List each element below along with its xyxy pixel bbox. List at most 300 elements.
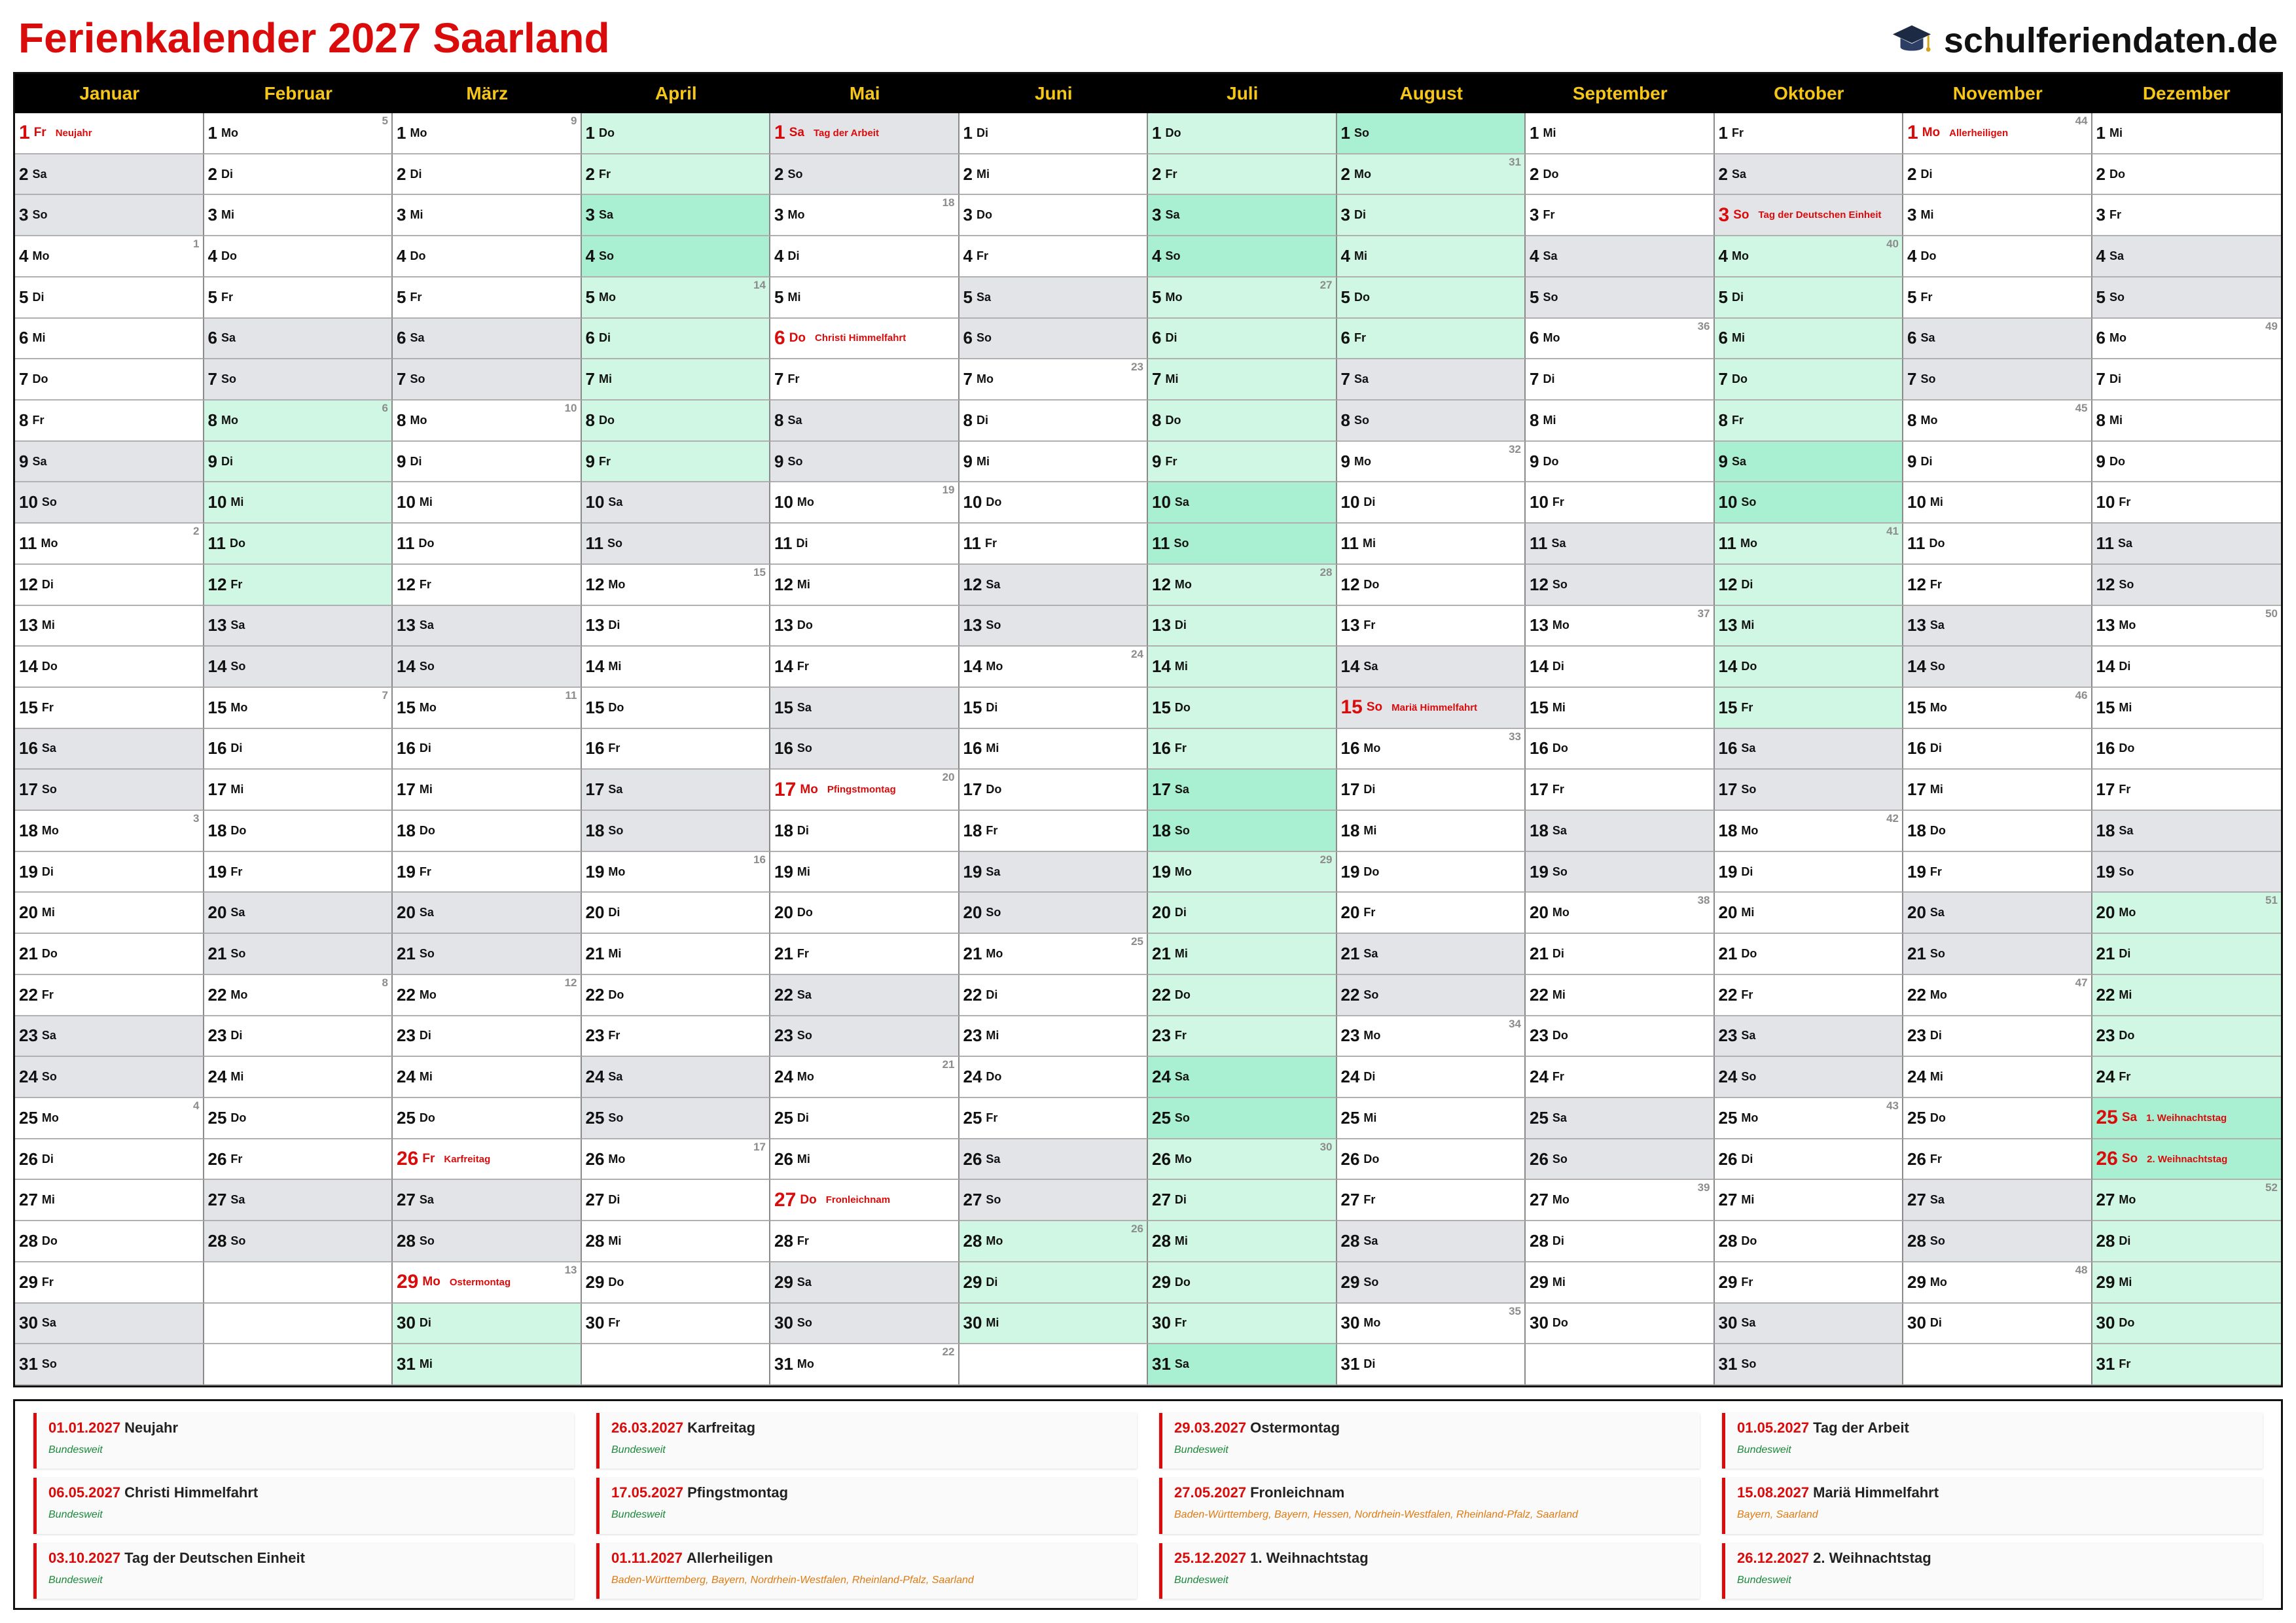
day-cell[interactable]	[1715, 729, 1904, 770]
day-cell[interactable]	[1903, 1221, 2092, 1262]
day-cell[interactable]	[1148, 811, 1337, 852]
day-cell[interactable]	[1148, 606, 1337, 647]
day-cell[interactable]	[1715, 442, 1904, 483]
day-cell[interactable]	[770, 606, 960, 647]
day-cell[interactable]	[15, 482, 204, 524]
day-cell[interactable]	[204, 1098, 393, 1139]
day-cell[interactable]	[582, 729, 771, 770]
day-cell[interactable]	[15, 113, 204, 154]
day-cell[interactable]	[1337, 277, 1526, 319]
day-cell[interactable]	[770, 729, 960, 770]
day-cell[interactable]	[204, 811, 393, 852]
day-cell[interactable]	[15, 154, 204, 196]
day-cell[interactable]	[770, 482, 960, 524]
day-cell[interactable]	[2092, 729, 2282, 770]
day-cell[interactable]	[1337, 975, 1526, 1016]
day-cell[interactable]	[770, 934, 960, 975]
day-cell[interactable]	[393, 1344, 582, 1385]
day-cell[interactable]	[204, 688, 393, 729]
day-cell[interactable]	[1903, 852, 2092, 893]
day-cell[interactable]	[770, 852, 960, 893]
day-cell[interactable]	[770, 1016, 960, 1058]
day-cell[interactable]	[770, 319, 960, 360]
day-cell[interactable]	[393, 359, 582, 401]
day-cell[interactable]	[582, 195, 771, 236]
day-cell[interactable]	[1526, 113, 1715, 154]
day-cell[interactable]	[204, 277, 393, 319]
day-cell[interactable]	[2092, 1057, 2282, 1098]
day-cell[interactable]	[1715, 401, 1904, 442]
day-cell[interactable]	[960, 359, 1149, 401]
day-cell[interactable]	[2092, 1098, 2282, 1139]
day-cell[interactable]	[1715, 113, 1904, 154]
day-cell[interactable]	[204, 319, 393, 360]
day-cell[interactable]	[2092, 1016, 2282, 1058]
day-cell[interactable]	[393, 852, 582, 893]
day-cell[interactable]	[1903, 811, 2092, 852]
day-cell[interactable]	[393, 401, 582, 442]
day-cell[interactable]	[2092, 442, 2282, 483]
day-cell[interactable]	[1903, 1180, 2092, 1221]
day-cell[interactable]	[1148, 1139, 1337, 1181]
day-cell[interactable]	[582, 934, 771, 975]
day-cell[interactable]	[1148, 277, 1337, 319]
day-cell[interactable]	[204, 647, 393, 688]
day-cell[interactable]	[582, 975, 771, 1016]
day-cell[interactable]	[393, 1098, 582, 1139]
day-cell[interactable]	[1526, 811, 1715, 852]
day-cell[interactable]	[1148, 113, 1337, 154]
day-cell[interactable]	[582, 1098, 771, 1139]
day-cell[interactable]	[1337, 934, 1526, 975]
day-cell[interactable]	[1715, 359, 1904, 401]
day-cell[interactable]	[960, 893, 1149, 934]
day-cell[interactable]	[204, 482, 393, 524]
day-cell[interactable]	[2092, 359, 2282, 401]
day-cell[interactable]	[770, 1262, 960, 1304]
day-cell[interactable]	[582, 277, 771, 319]
day-cell[interactable]	[1526, 319, 1715, 360]
day-cell[interactable]	[1148, 359, 1337, 401]
day-cell[interactable]	[960, 113, 1149, 154]
day-cell[interactable]	[582, 359, 771, 401]
day-cell[interactable]	[770, 442, 960, 483]
day-cell[interactable]	[2092, 154, 2282, 196]
day-cell[interactable]	[15, 1057, 204, 1098]
day-cell[interactable]	[1148, 319, 1337, 360]
day-cell[interactable]	[770, 154, 960, 196]
day-cell[interactable]	[1715, 524, 1904, 565]
day-cell[interactable]	[582, 236, 771, 277]
day-cell[interactable]	[1148, 565, 1337, 606]
day-cell[interactable]	[1715, 1262, 1904, 1304]
day-cell[interactable]	[204, 154, 393, 196]
day-cell[interactable]	[582, 1221, 771, 1262]
day-cell[interactable]	[1903, 606, 2092, 647]
day-cell[interactable]	[582, 319, 771, 360]
day-cell[interactable]	[960, 647, 1149, 688]
day-cell[interactable]	[960, 319, 1149, 360]
day-cell[interactable]	[1337, 1262, 1526, 1304]
day-cell[interactable]	[1526, 770, 1715, 811]
day-cell[interactable]	[582, 482, 771, 524]
day-cell[interactable]	[1148, 852, 1337, 893]
day-cell[interactable]	[15, 319, 204, 360]
day-cell[interactable]	[1526, 1016, 1715, 1058]
day-cell[interactable]	[204, 113, 393, 154]
day-cell[interactable]	[1526, 1221, 1715, 1262]
day-cell[interactable]	[1148, 1098, 1337, 1139]
day-cell[interactable]	[770, 647, 960, 688]
day-cell[interactable]	[1337, 195, 1526, 236]
day-cell[interactable]	[1903, 482, 2092, 524]
day-cell[interactable]	[770, 195, 960, 236]
day-cell[interactable]	[1337, 1057, 1526, 1098]
day-cell[interactable]	[1903, 688, 2092, 729]
day-cell[interactable]	[2092, 647, 2282, 688]
day-cell[interactable]	[393, 1139, 582, 1181]
day-cell[interactable]	[1715, 688, 1904, 729]
day-cell[interactable]	[1148, 1016, 1337, 1058]
day-cell[interactable]	[1715, 1304, 1904, 1345]
day-cell[interactable]	[15, 688, 204, 729]
day-cell[interactable]	[393, 1180, 582, 1221]
day-cell[interactable]	[582, 1304, 771, 1345]
day-cell[interactable]	[15, 811, 204, 852]
day-cell[interactable]	[582, 565, 771, 606]
day-cell[interactable]	[1715, 1221, 1904, 1262]
day-cell[interactable]	[1526, 893, 1715, 934]
day-cell[interactable]	[1148, 1262, 1337, 1304]
day-cell[interactable]	[1903, 277, 2092, 319]
day-cell[interactable]	[15, 893, 204, 934]
day-cell[interactable]	[393, 1304, 582, 1345]
day-cell[interactable]	[770, 359, 960, 401]
day-cell[interactable]	[393, 729, 582, 770]
day-cell[interactable]	[1148, 1057, 1337, 1098]
day-cell[interactable]	[1148, 442, 1337, 483]
day-cell[interactable]	[1337, 606, 1526, 647]
day-cell[interactable]	[204, 606, 393, 647]
day-cell[interactable]	[393, 1262, 582, 1304]
day-cell[interactable]	[2092, 811, 2282, 852]
day-cell[interactable]	[15, 359, 204, 401]
day-cell[interactable]	[1148, 934, 1337, 975]
day-cell[interactable]	[2092, 1304, 2282, 1345]
day-cell[interactable]	[770, 1304, 960, 1345]
day-cell[interactable]	[1337, 565, 1526, 606]
day-cell[interactable]	[204, 975, 393, 1016]
day-cell[interactable]	[15, 236, 204, 277]
day-cell[interactable]	[1337, 359, 1526, 401]
day-cell[interactable]	[204, 359, 393, 401]
day-cell[interactable]	[960, 934, 1149, 975]
day-cell[interactable]	[1148, 524, 1337, 565]
day-cell[interactable]	[1337, 113, 1526, 154]
day-cell[interactable]	[1903, 770, 2092, 811]
day-cell[interactable]	[204, 852, 393, 893]
day-cell[interactable]	[393, 113, 582, 154]
day-cell[interactable]	[582, 154, 771, 196]
day-cell[interactable]	[15, 195, 204, 236]
day-cell[interactable]	[2092, 893, 2282, 934]
day-cell[interactable]	[393, 565, 582, 606]
day-cell[interactable]	[2092, 852, 2282, 893]
day-cell[interactable]	[2092, 195, 2282, 236]
day-cell[interactable]	[582, 606, 771, 647]
day-cell[interactable]	[393, 770, 582, 811]
day-cell[interactable]	[1526, 975, 1715, 1016]
day-cell[interactable]	[1337, 1221, 1526, 1262]
day-cell[interactable]	[15, 647, 204, 688]
day-cell[interactable]	[2092, 401, 2282, 442]
day-cell[interactable]	[1903, 893, 2092, 934]
day-cell[interactable]	[1903, 729, 2092, 770]
day-cell[interactable]	[15, 442, 204, 483]
day-cell[interactable]	[1148, 770, 1337, 811]
day-cell[interactable]	[1526, 154, 1715, 196]
day-cell[interactable]	[2092, 524, 2282, 565]
day-cell[interactable]	[960, 1057, 1149, 1098]
day-cell[interactable]	[1526, 1057, 1715, 1098]
day-cell[interactable]	[1148, 401, 1337, 442]
day-cell[interactable]	[770, 1344, 960, 1385]
day-cell[interactable]	[1148, 1180, 1337, 1221]
day-cell[interactable]	[960, 811, 1149, 852]
day-cell[interactable]	[1715, 236, 1904, 277]
day-cell[interactable]	[1715, 154, 1904, 196]
day-cell[interactable]	[393, 647, 582, 688]
day-cell[interactable]	[1148, 1344, 1337, 1385]
day-cell[interactable]	[2092, 113, 2282, 154]
day-cell[interactable]	[582, 647, 771, 688]
day-cell[interactable]	[1337, 1304, 1526, 1345]
day-cell[interactable]	[1526, 1098, 1715, 1139]
day-cell[interactable]	[15, 1139, 204, 1181]
day-cell[interactable]	[1903, 113, 2092, 154]
day-cell[interactable]	[1903, 319, 2092, 360]
day-cell[interactable]	[204, 524, 393, 565]
day-cell[interactable]	[1715, 1180, 1904, 1221]
day-cell[interactable]	[582, 1016, 771, 1058]
day-cell[interactable]	[1903, 934, 2092, 975]
day-cell[interactable]	[582, 1139, 771, 1181]
day-cell[interactable]	[393, 893, 582, 934]
day-cell[interactable]	[2092, 1139, 2282, 1181]
day-cell[interactable]	[582, 401, 771, 442]
day-cell[interactable]	[1715, 893, 1904, 934]
day-cell[interactable]	[1148, 236, 1337, 277]
day-cell[interactable]	[1715, 647, 1904, 688]
day-cell[interactable]	[393, 442, 582, 483]
day-cell[interactable]	[204, 195, 393, 236]
day-cell[interactable]	[393, 319, 582, 360]
day-cell[interactable]	[770, 1180, 960, 1221]
day-cell[interactable]	[1337, 154, 1526, 196]
day-cell[interactable]	[1715, 565, 1904, 606]
day-cell[interactable]	[582, 852, 771, 893]
day-cell[interactable]	[1526, 277, 1715, 319]
day-cell[interactable]	[2092, 277, 2282, 319]
day-cell[interactable]	[1903, 401, 2092, 442]
day-cell[interactable]	[960, 975, 1149, 1016]
day-cell[interactable]	[1337, 647, 1526, 688]
day-cell[interactable]	[15, 729, 204, 770]
day-cell[interactable]	[2092, 1221, 2282, 1262]
day-cell[interactable]	[960, 606, 1149, 647]
day-cell[interactable]	[1715, 811, 1904, 852]
day-cell[interactable]	[960, 729, 1149, 770]
day-cell[interactable]	[393, 606, 582, 647]
day-cell[interactable]	[1337, 729, 1526, 770]
day-cell[interactable]	[582, 113, 771, 154]
day-cell[interactable]	[1337, 401, 1526, 442]
day-cell[interactable]	[770, 770, 960, 811]
day-cell[interactable]	[204, 729, 393, 770]
day-cell[interactable]	[15, 852, 204, 893]
day-cell[interactable]	[1715, 195, 1904, 236]
day-cell[interactable]	[960, 1098, 1149, 1139]
day-cell[interactable]	[1526, 852, 1715, 893]
day-cell[interactable]	[1526, 1180, 1715, 1221]
day-cell[interactable]	[2092, 236, 2282, 277]
day-cell[interactable]	[393, 1221, 582, 1262]
day-cell[interactable]	[960, 1304, 1149, 1345]
day-cell[interactable]	[1148, 975, 1337, 1016]
day-cell[interactable]	[1526, 442, 1715, 483]
day-cell[interactable]	[2092, 606, 2282, 647]
day-cell[interactable]	[393, 482, 582, 524]
day-cell[interactable]	[582, 770, 771, 811]
day-cell[interactable]	[1715, 1098, 1904, 1139]
day-cell[interactable]	[1715, 1016, 1904, 1058]
day-cell[interactable]	[1337, 852, 1526, 893]
day-cell[interactable]	[582, 893, 771, 934]
day-cell[interactable]	[960, 482, 1149, 524]
day-cell[interactable]	[2092, 934, 2282, 975]
day-cell[interactable]	[1526, 1262, 1715, 1304]
day-cell[interactable]	[1526, 565, 1715, 606]
day-cell[interactable]	[204, 934, 393, 975]
day-cell[interactable]	[393, 154, 582, 196]
day-cell[interactable]	[1148, 893, 1337, 934]
day-cell[interactable]	[770, 401, 960, 442]
day-cell[interactable]	[1903, 1057, 2092, 1098]
day-cell[interactable]	[393, 688, 582, 729]
day-cell[interactable]	[960, 688, 1149, 729]
day-cell[interactable]	[1526, 482, 1715, 524]
day-cell[interactable]	[1903, 154, 2092, 196]
day-cell[interactable]	[1526, 1304, 1715, 1345]
day-cell[interactable]	[960, 154, 1149, 196]
day-cell[interactable]	[1148, 482, 1337, 524]
day-cell[interactable]	[1337, 524, 1526, 565]
day-cell[interactable]	[204, 236, 393, 277]
day-cell[interactable]	[204, 1221, 393, 1262]
day-cell[interactable]	[960, 1016, 1149, 1058]
day-cell[interactable]	[960, 524, 1149, 565]
day-cell[interactable]	[15, 401, 204, 442]
day-cell[interactable]	[1337, 319, 1526, 360]
day-cell[interactable]	[960, 770, 1149, 811]
day-cell[interactable]	[960, 195, 1149, 236]
day-cell[interactable]	[15, 770, 204, 811]
day-cell[interactable]	[204, 442, 393, 483]
day-cell[interactable]	[204, 1057, 393, 1098]
day-cell[interactable]	[582, 688, 771, 729]
day-cell[interactable]	[1715, 1344, 1904, 1385]
day-cell[interactable]	[1526, 401, 1715, 442]
day-cell[interactable]	[15, 524, 204, 565]
day-cell[interactable]	[204, 893, 393, 934]
day-cell[interactable]	[393, 524, 582, 565]
day-cell[interactable]	[1337, 1016, 1526, 1058]
day-cell[interactable]	[1715, 934, 1904, 975]
day-cell[interactable]	[204, 565, 393, 606]
day-cell[interactable]	[15, 1016, 204, 1058]
day-cell[interactable]	[1715, 277, 1904, 319]
day-cell[interactable]	[1715, 1139, 1904, 1181]
day-cell[interactable]	[582, 811, 771, 852]
day-cell[interactable]	[582, 1262, 771, 1304]
day-cell[interactable]	[1903, 1016, 2092, 1058]
day-cell[interactable]	[15, 975, 204, 1016]
day-cell[interactable]	[1903, 1098, 2092, 1139]
day-cell[interactable]	[770, 893, 960, 934]
day-cell[interactable]	[15, 606, 204, 647]
day-cell[interactable]	[1526, 195, 1715, 236]
day-cell[interactable]	[770, 565, 960, 606]
day-cell[interactable]	[960, 565, 1149, 606]
day-cell[interactable]	[582, 1180, 771, 1221]
day-cell[interactable]	[960, 1262, 1149, 1304]
day-cell[interactable]	[960, 1180, 1149, 1221]
day-cell[interactable]	[2092, 482, 2282, 524]
day-cell[interactable]	[770, 236, 960, 277]
day-cell[interactable]	[15, 277, 204, 319]
day-cell[interactable]	[770, 1057, 960, 1098]
day-cell[interactable]	[1526, 729, 1715, 770]
day-cell[interactable]	[582, 442, 771, 483]
day-cell[interactable]	[1148, 688, 1337, 729]
day-cell[interactable]	[1903, 195, 2092, 236]
day-cell[interactable]	[1337, 688, 1526, 729]
day-cell[interactable]	[1337, 1139, 1526, 1181]
day-cell[interactable]	[15, 1098, 204, 1139]
day-cell[interactable]	[15, 565, 204, 606]
day-cell[interactable]	[1148, 647, 1337, 688]
day-cell[interactable]	[1903, 565, 2092, 606]
day-cell[interactable]	[1903, 975, 2092, 1016]
day-cell[interactable]	[1337, 1344, 1526, 1385]
day-cell[interactable]	[15, 1344, 204, 1385]
day-cell[interactable]	[2092, 1180, 2282, 1221]
day-cell[interactable]	[204, 1016, 393, 1058]
day-cell[interactable]	[960, 277, 1149, 319]
day-cell[interactable]	[15, 1221, 204, 1262]
day-cell[interactable]	[1903, 359, 2092, 401]
day-cell[interactable]	[393, 1016, 582, 1058]
day-cell[interactable]	[582, 1057, 771, 1098]
day-cell[interactable]	[15, 1262, 204, 1304]
day-cell[interactable]	[393, 1057, 582, 1098]
day-cell[interactable]	[960, 401, 1149, 442]
day-cell[interactable]	[770, 1098, 960, 1139]
day-cell[interactable]	[1526, 524, 1715, 565]
day-cell[interactable]	[2092, 1262, 2282, 1304]
day-cell[interactable]	[2092, 565, 2282, 606]
day-cell[interactable]	[1337, 1180, 1526, 1221]
